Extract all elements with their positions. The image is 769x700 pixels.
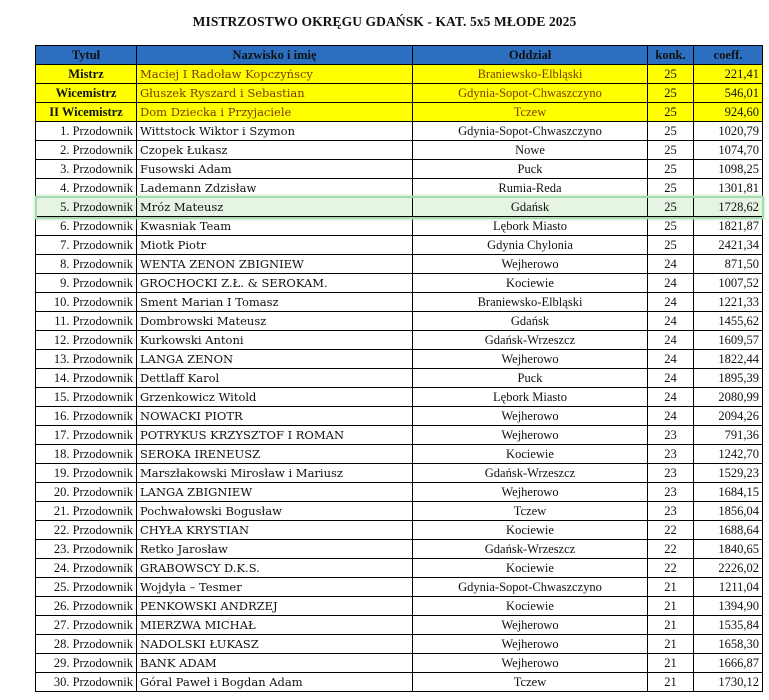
cell-name: NADOLSKI ŁUKASZ bbox=[137, 635, 413, 654]
cell-coeff: 1822,44 bbox=[694, 350, 763, 369]
cell-name: Kurkowski Antoni bbox=[137, 331, 413, 350]
table-row bbox=[36, 483, 763, 502]
cell-title: 15. Przodownik bbox=[36, 388, 137, 407]
cell-coeff: 1895,39 bbox=[694, 369, 763, 388]
cell-dept: Wejherowo bbox=[413, 483, 648, 502]
table-row bbox=[36, 103, 763, 122]
cell-konk: 25 bbox=[648, 179, 694, 198]
cell-name: Dombrowski Mateusz bbox=[137, 312, 413, 331]
table-row bbox=[36, 616, 763, 635]
cell-name: GRABOWSCY D.K.S. bbox=[137, 559, 413, 578]
cell-title: 25. Przodownik bbox=[36, 578, 137, 597]
cell-konk: 24 bbox=[648, 369, 694, 388]
cell-coeff: 1211,04 bbox=[694, 578, 763, 597]
cell-coeff: 2226,02 bbox=[694, 559, 763, 578]
cell-coeff: 1020,79 bbox=[694, 122, 763, 141]
table-row bbox=[36, 84, 763, 103]
cell-dept: Wejherowo bbox=[413, 255, 648, 274]
cell-title: Mistrz bbox=[36, 65, 137, 84]
cell-name: NOWACKI PIOTR bbox=[137, 407, 413, 426]
cell-name: Kwasniak Team bbox=[137, 217, 413, 236]
cell-name: SEROKA IRENEUSZ bbox=[137, 445, 413, 464]
cell-coeff: 1684,15 bbox=[694, 483, 763, 502]
table-body bbox=[36, 65, 763, 692]
table-row bbox=[36, 331, 763, 350]
cell-title: 1. Przodownik bbox=[36, 122, 137, 141]
cell-title: 27. Przodownik bbox=[36, 616, 137, 635]
cell-title: 13. Przodownik bbox=[36, 350, 137, 369]
table-row bbox=[36, 654, 763, 673]
cell-coeff: 1609,57 bbox=[694, 331, 763, 350]
cell-coeff: 2080,99 bbox=[694, 388, 763, 407]
cell-title: 18. Przodownik bbox=[36, 445, 137, 464]
table-row bbox=[36, 673, 763, 692]
cell-konk: 21 bbox=[648, 635, 694, 654]
table-row bbox=[36, 274, 763, 293]
cell-dept: Puck bbox=[413, 160, 648, 179]
cell-konk: 24 bbox=[648, 255, 694, 274]
document-title: MISTRZOSTWO OKRĘGU GDAŃSK - KAT. 5x5 MŁODE 2025 bbox=[192, 14, 577, 29]
cell-konk: 24 bbox=[648, 293, 694, 312]
cell-coeff: 2094,26 bbox=[694, 407, 763, 426]
header-name: Nazwisko i imię bbox=[137, 46, 413, 65]
cell-title: 26. Przodownik bbox=[36, 597, 137, 616]
cell-title: 30. Przodownik bbox=[36, 673, 137, 692]
header-konk: konk. bbox=[648, 46, 694, 65]
table-row bbox=[36, 578, 763, 597]
cell-name: Mróz Mateusz bbox=[137, 198, 413, 217]
cell-name: Czopek Łukasz bbox=[137, 141, 413, 160]
table-row bbox=[36, 464, 763, 483]
cell-coeff: 1856,04 bbox=[694, 502, 763, 521]
cell-dept: Wejherowo bbox=[413, 407, 648, 426]
cell-dept: Gdynia-Sopot-Chwaszczyno bbox=[413, 84, 648, 103]
results-table bbox=[35, 45, 763, 692]
cell-name: Fusowski Adam bbox=[137, 160, 413, 179]
cell-dept: Gdynia-Sopot-Chwaszczyno bbox=[413, 578, 648, 597]
cell-coeff: 1658,30 bbox=[694, 635, 763, 654]
cell-konk: 24 bbox=[648, 274, 694, 293]
cell-coeff: 1098,25 bbox=[694, 160, 763, 179]
cell-konk: 25 bbox=[648, 141, 694, 160]
cell-title: 28. Przodownik bbox=[36, 635, 137, 654]
cell-konk: 21 bbox=[648, 673, 694, 692]
cell-dept: Lębork Miasto bbox=[413, 217, 648, 236]
cell-coeff: 1455,62 bbox=[694, 312, 763, 331]
cell-name: Góral Paweł i Bogdan Adam bbox=[137, 673, 413, 692]
cell-title: 14. Przodownik bbox=[36, 369, 137, 388]
cell-konk: 25 bbox=[648, 160, 694, 179]
cell-konk: 25 bbox=[648, 217, 694, 236]
cell-title: 6. Przodownik bbox=[36, 217, 137, 236]
cell-konk: 25 bbox=[648, 122, 694, 141]
cell-dept: Gdańsk-Wrzeszcz bbox=[413, 331, 648, 350]
cell-name: Głuszek Ryszard i Sebastian bbox=[137, 84, 413, 103]
cell-dept: Gdańsk bbox=[413, 312, 648, 331]
cell-name: Pochwałowski Bogusław bbox=[137, 502, 413, 521]
cell-dept: Tczew bbox=[413, 673, 648, 692]
cell-name: POTRYKUS KRZYSZTOF I ROMAN bbox=[137, 426, 413, 445]
table-row bbox=[36, 369, 763, 388]
cell-konk: 23 bbox=[648, 426, 694, 445]
cell-name: GROCHOCKI Z.Ł. & SEROKAM. bbox=[137, 274, 413, 293]
cell-name: CHYŁA KRYSTIAN bbox=[137, 521, 413, 540]
cell-dept: Rumia-Reda bbox=[413, 179, 648, 198]
cell-coeff: 1666,87 bbox=[694, 654, 763, 673]
cell-konk: 25 bbox=[648, 84, 694, 103]
cell-title: 9. Przodownik bbox=[36, 274, 137, 293]
cell-dept: Kociewie bbox=[413, 274, 648, 293]
table-row bbox=[36, 407, 763, 426]
cell-title: II Wicemistrz bbox=[36, 103, 137, 122]
cell-konk: 21 bbox=[648, 616, 694, 635]
table-row bbox=[36, 160, 763, 179]
table-row bbox=[36, 388, 763, 407]
cell-name: Grzenkowicz Witold bbox=[137, 388, 413, 407]
cell-name: Wittstock Wiktor i Szymon bbox=[137, 122, 413, 141]
cell-coeff: 1394,90 bbox=[694, 597, 763, 616]
cell-coeff: 1074,70 bbox=[694, 141, 763, 160]
table-row bbox=[36, 635, 763, 654]
cell-name: Miotk Piotr bbox=[137, 236, 413, 255]
header-dept: Oddział bbox=[413, 46, 648, 65]
header-coeff: coeff. bbox=[694, 46, 763, 65]
table-header-row bbox=[36, 46, 763, 65]
cell-name: Dom Dziecka i Przyjaciele bbox=[137, 103, 413, 122]
cell-coeff: 1821,87 bbox=[694, 217, 763, 236]
cell-title: 17. Przodownik bbox=[36, 426, 137, 445]
cell-name: PENKOWSKI ANDRZEJ bbox=[137, 597, 413, 616]
cell-coeff: 1728,62 bbox=[694, 198, 763, 217]
cell-konk: 22 bbox=[648, 559, 694, 578]
cell-konk: 24 bbox=[648, 350, 694, 369]
cell-dept: Gdynia Chylonia bbox=[413, 236, 648, 255]
table-row bbox=[36, 312, 763, 331]
cell-dept: Kociewie bbox=[413, 445, 648, 464]
cell-title: 4. Przodownik bbox=[36, 179, 137, 198]
table-row bbox=[36, 597, 763, 616]
cell-title: 7. Przodownik bbox=[36, 236, 137, 255]
cell-title: 5. Przodownik bbox=[36, 198, 137, 217]
table-row bbox=[36, 141, 763, 160]
cell-name: BANK ADAM bbox=[137, 654, 413, 673]
cell-coeff: 1007,52 bbox=[694, 274, 763, 293]
cell-title: 12. Przodownik bbox=[36, 331, 137, 350]
cell-title: Wicemistrz bbox=[36, 84, 137, 103]
cell-title: 19. Przodownik bbox=[36, 464, 137, 483]
cell-konk: 24 bbox=[648, 388, 694, 407]
cell-dept: Tczew bbox=[413, 502, 648, 521]
table-row bbox=[36, 122, 763, 141]
cell-konk: 21 bbox=[648, 597, 694, 616]
cell-name: Lademann Zdzisław bbox=[137, 179, 413, 198]
table-row bbox=[36, 65, 763, 84]
cell-coeff: 1242,70 bbox=[694, 445, 763, 464]
cell-konk: 25 bbox=[648, 198, 694, 217]
table-row bbox=[36, 179, 763, 198]
cell-coeff: 871,50 bbox=[694, 255, 763, 274]
cell-title: 22. Przodownik bbox=[36, 521, 137, 540]
table-row bbox=[36, 502, 763, 521]
cell-konk: 25 bbox=[648, 103, 694, 122]
table-row bbox=[36, 540, 763, 559]
table-row bbox=[36, 236, 763, 255]
table-row bbox=[36, 521, 763, 540]
cell-dept: Lębork Miasto bbox=[413, 388, 648, 407]
cell-coeff: 1688,64 bbox=[694, 521, 763, 540]
cell-konk: 23 bbox=[648, 445, 694, 464]
cell-name: Dettlaff Karol bbox=[137, 369, 413, 388]
cell-name: Sment Marian I Tomasz bbox=[137, 293, 413, 312]
cell-title: 3. Przodownik bbox=[36, 160, 137, 179]
cell-konk: 24 bbox=[648, 407, 694, 426]
cell-name: WENTA ZENON ZBIGNIEW bbox=[137, 255, 413, 274]
cell-coeff: 1535,84 bbox=[694, 616, 763, 635]
cell-konk: 21 bbox=[648, 578, 694, 597]
cell-coeff: 1529,23 bbox=[694, 464, 763, 483]
cell-dept: Braniewsko-Elbląski bbox=[413, 293, 648, 312]
cell-dept: Wejherowo bbox=[413, 616, 648, 635]
cell-coeff: 2421,34 bbox=[694, 236, 763, 255]
cell-name: LANGA ZBIGNIEW bbox=[137, 483, 413, 502]
cell-title: 16. Przodownik bbox=[36, 407, 137, 426]
cell-coeff: 1301,81 bbox=[694, 179, 763, 198]
cell-dept: Kociewie bbox=[413, 597, 648, 616]
cell-title: 10. Przodownik bbox=[36, 293, 137, 312]
cell-dept: Kociewie bbox=[413, 521, 648, 540]
cell-coeff: 1221,33 bbox=[694, 293, 763, 312]
table-row bbox=[36, 198, 763, 217]
cell-dept: Braniewsko-Elbląski bbox=[413, 65, 648, 84]
cell-dept: Wejherowo bbox=[413, 426, 648, 445]
cell-dept: Gdynia-Sopot-Chwaszczyno bbox=[413, 122, 648, 141]
cell-konk: 25 bbox=[648, 65, 694, 84]
cell-name: MIERZWA MICHAŁ bbox=[137, 616, 413, 635]
table-row bbox=[36, 255, 763, 274]
table-row bbox=[36, 559, 763, 578]
cell-dept: Kociewie bbox=[413, 559, 648, 578]
cell-coeff: 221,41 bbox=[694, 65, 763, 84]
cell-konk: 23 bbox=[648, 502, 694, 521]
cell-konk: 24 bbox=[648, 331, 694, 350]
cell-dept: Gdańsk bbox=[413, 198, 648, 217]
cell-dept: Puck bbox=[413, 369, 648, 388]
cell-konk: 22 bbox=[648, 540, 694, 559]
cell-konk: 21 bbox=[648, 654, 694, 673]
cell-title: 11. Przodownik bbox=[36, 312, 137, 331]
cell-coeff: 791,36 bbox=[694, 426, 763, 445]
cell-konk: 22 bbox=[648, 521, 694, 540]
cell-name: Retko Jarosław bbox=[137, 540, 413, 559]
cell-konk: 24 bbox=[648, 312, 694, 331]
cell-konk: 23 bbox=[648, 464, 694, 483]
cell-dept: Tczew bbox=[413, 103, 648, 122]
cell-title: 2. Przodownik bbox=[36, 141, 137, 160]
cell-name: Marszłakowski Mirosław i Mariusz bbox=[137, 464, 413, 483]
cell-name: Maciej I Radoław Kopczyńscy bbox=[137, 65, 413, 84]
table-row bbox=[36, 293, 763, 312]
cell-title: 23. Przodownik bbox=[36, 540, 137, 559]
cell-name: LANGA ZENON bbox=[137, 350, 413, 369]
cell-title: 24. Przodownik bbox=[36, 559, 137, 578]
cell-coeff: 546,01 bbox=[694, 84, 763, 103]
cell-title: 21. Przodownik bbox=[36, 502, 137, 521]
table-row bbox=[36, 350, 763, 369]
table-row bbox=[36, 426, 763, 445]
cell-title: 29. Przodownik bbox=[36, 654, 137, 673]
cell-dept: Gdańsk-Wrzeszcz bbox=[413, 540, 648, 559]
table-row bbox=[36, 217, 763, 236]
table-row bbox=[36, 445, 763, 464]
cell-dept: Wejherowo bbox=[413, 654, 648, 673]
cell-dept: Gdańsk-Wrzeszcz bbox=[413, 464, 648, 483]
cell-dept: Nowe bbox=[413, 141, 648, 160]
cell-coeff: 924,60 bbox=[694, 103, 763, 122]
cell-coeff: 1730,12 bbox=[694, 673, 763, 692]
cell-coeff: 1840,65 bbox=[694, 540, 763, 559]
cell-konk: 25 bbox=[648, 236, 694, 255]
cell-title: 20. Przodownik bbox=[36, 483, 137, 502]
header-title: Tytuł bbox=[36, 46, 137, 65]
cell-konk: 23 bbox=[648, 483, 694, 502]
cell-dept: Wejherowo bbox=[413, 350, 648, 369]
cell-dept: Wejherowo bbox=[413, 635, 648, 654]
cell-title: 8. Przodownik bbox=[36, 255, 137, 274]
cell-name: Wojdyła – Tesmer bbox=[137, 578, 413, 597]
